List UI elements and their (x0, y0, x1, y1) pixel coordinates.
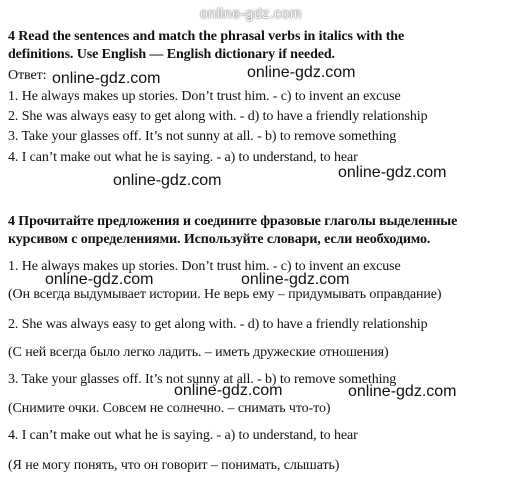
translation-item-1-ru: (Он всегда выдумывает истории. Не верь ему – придумывать оправдание) (8, 287, 442, 302)
watermark: online-gdz.com (45, 271, 154, 288)
answer-label: Ответ: (8, 68, 47, 83)
watermark: online-gdz.com (113, 172, 222, 189)
watermark: online-gdz.com (338, 164, 447, 181)
watermark: online-gdz.com (174, 382, 283, 399)
exercise-heading-en-line1: 4 Read the sentences and match the phrasal verbs in italics with the (8, 29, 405, 44)
translation-item-3-en: 3. Take your glasses off. It’s not sunny at all. - b) to remove something (8, 372, 397, 387)
translation-item-2-en: 2. She was always easy to get along with. - d) to have a friendly relationship (8, 317, 428, 332)
answer-item-3: 3. Take your glasses off. It’s not sunny at all. - b) to remove something (8, 129, 397, 144)
translation-item-2-ru: (С ней всегда было легко ладить. – иметь дружеские отношения) (8, 345, 389, 360)
translation-item-4-ru: (Я не могу понять, что он говорит – понимать, слышать) (8, 458, 340, 473)
exercise-heading-ru-line1: 4 Прочитайте предложения и соедините фразовые глаголы выделенные (8, 214, 458, 229)
translation-item-3-ru: (Снимите очки. Совсем не солнечно. – снимать что-то) (8, 401, 331, 416)
watermark: online-gdz.com (348, 383, 457, 400)
answer-item-1: 1. He always makes up stories. Don’t trust him. - c) to invent an excuse (8, 89, 401, 104)
exercise-heading-ru-line2: курсивом с определениями. Используйте словари, если необходимо. (8, 232, 431, 247)
watermark: online-gdz.com (52, 70, 161, 87)
translation-item-4-en: 4. I can’t make out what he is saying. - a) to understand, to hear (8, 428, 358, 443)
watermark-top: online-gdz.com (200, 5, 302, 21)
translation-item-1-en: 1. He always makes up stories. Don’t trust him. - c) to invent an excuse (8, 259, 401, 274)
watermark: online-gdz.com (247, 64, 356, 81)
answer-item-2: 2. She was always easy to get along with. - d) to have a friendly relationship (8, 109, 428, 124)
watermark: online-gdz.com (241, 271, 350, 288)
exercise-heading-en-line2: definitions. Use English — English dictionary if needed. (8, 47, 335, 62)
answer-item-4: 4. I can’t make out what he is saying. - a) to understand, to hear (8, 150, 358, 165)
